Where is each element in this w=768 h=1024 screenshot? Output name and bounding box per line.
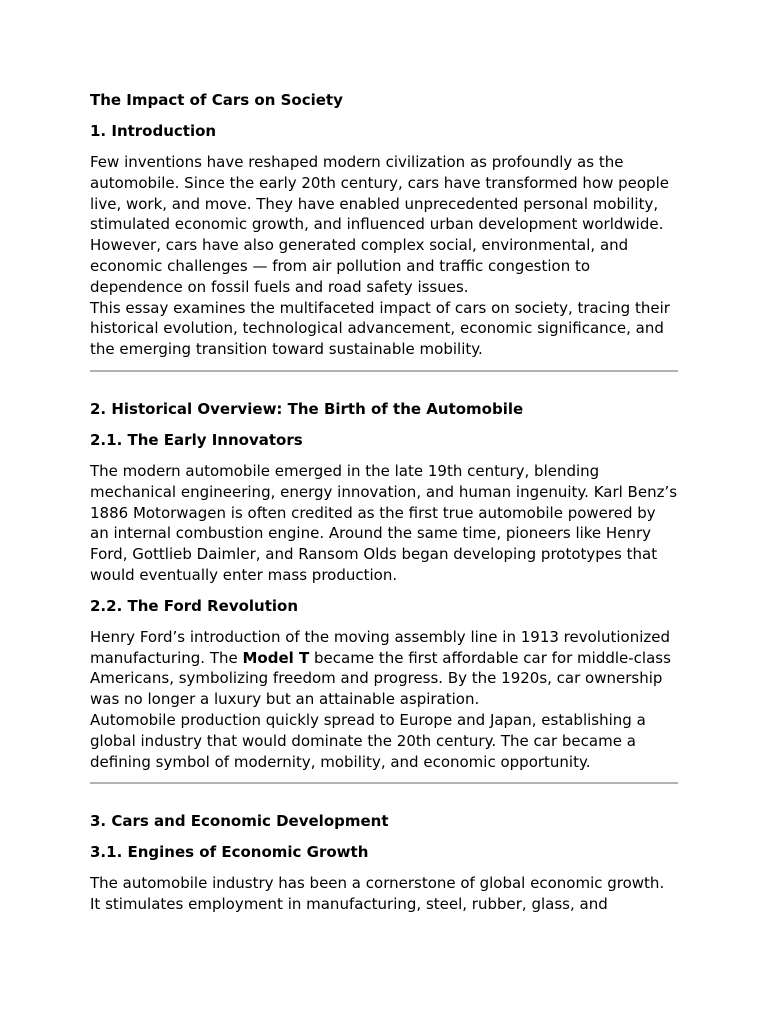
- paragraph: The automobile industry has been a cornerstone of global economic growth. It stimulates employment in manufacturing, steel, rubber, glass, and: [90, 874, 665, 914]
- document-title: The Impact of Cars on Society: [90, 91, 343, 109]
- subsection-heading-economic-growth: 3.1. Engines of Economic Growth: [90, 843, 369, 862]
- subsection-heading-ford-revolution: 2.2. The Ford Revolution: [90, 596, 299, 615]
- document-body: [90, 90, 678, 915]
- model-t-emphasis: Model T: [242, 648, 310, 667]
- section-divider: [90, 370, 678, 372]
- section-divider: [90, 782, 678, 784]
- paragraph: [90, 627, 678, 710]
- paragraph: Automobile production quickly spread to Europe and Japan, establishing a global industry that would dominate the 20th century. The car became a defining symbol of modernity, mobility, and economic opportunity.: [90, 710, 646, 771]
- paragraph: This essay examines the multifaceted impact of cars on society, tracing their historical evolution, technological advancement, economic significance, and the emerging transition toward sustainable mobility.: [90, 298, 670, 359]
- section-heading-introduction: 1. Introduction: [90, 122, 217, 140]
- subsection-heading-early-innovators: 2.1. The Early Innovators: [90, 430, 303, 449]
- paragraph-text: became the first affordable car for middle-class Americans, symbolizing freedom and progress. By the 1920s, car ownership was no longer a luxury but an attainable aspiration.: [90, 648, 671, 709]
- paragraph: Few inventions have reshaped modern civilization as profoundly as the automobile. Since the early 20th century, cars have transformed how people live, work, and move. They have enabled unprecedented personal mobility, stimulated economic growth, and influenced urban development worldwide. However, cars have also generated complex social, environmental, and economic challenges — from air pollution and traffic congestion to dependence on fossil fuels and road safety issues.: [90, 153, 669, 296]
- section-heading-economic-development: 3. Cars and Economic Development: [90, 812, 389, 831]
- paragraph-text: Henry Ford’s introduction of the moving assembly line in 1913 revolutionized manufacturing. The: [90, 627, 670, 667]
- section-heading-historical-overview: 2. Historical Overview: The Birth of the Automobile: [90, 399, 524, 418]
- paragraph: The modern automobile emerged in the late 19th century, blending mechanical engineering, energy innovation, and human ingenuity. Karl Benz’s 1886 Motorwagen is often credited as the first true automobile powered by an internal combustion engine. Around the same time, pioneers like Henry Ford, Gottlieb Daimler, and Ransom Olds began developing prototypes that would eventually enter mass production.: [90, 461, 678, 584]
